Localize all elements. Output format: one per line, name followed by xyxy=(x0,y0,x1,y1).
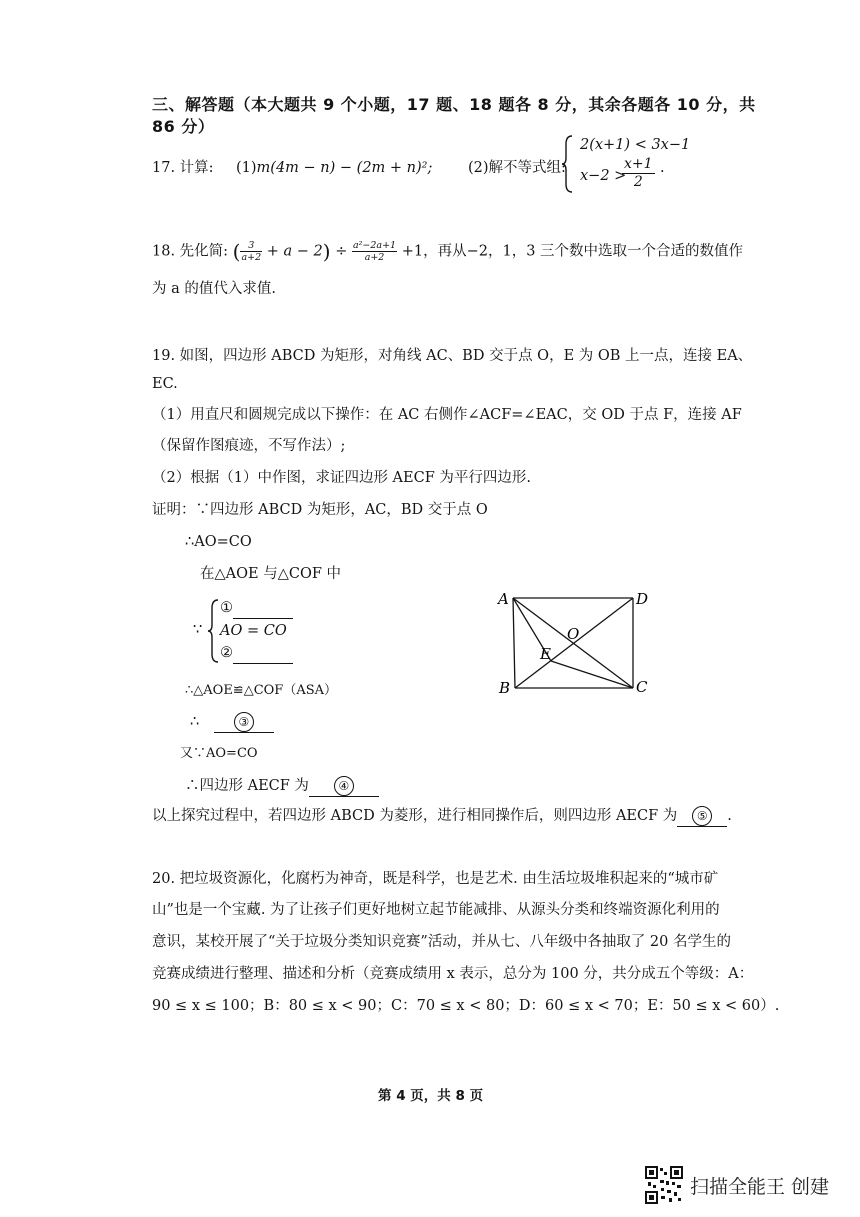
section-title-line1: 三、解答题（本大题共 9 个小题，17 题、18 题各 8 分，其余各题各 10 分，共 xyxy=(152,95,756,114)
q18-f2-den: a+2 xyxy=(364,252,385,263)
q17-inequality-2-fraction xyxy=(622,156,655,191)
q17-end: . xyxy=(660,160,665,176)
fig-edge-ab xyxy=(513,598,515,688)
q19-proof-6-line xyxy=(185,776,379,797)
q19-blank-3-line xyxy=(190,712,274,733)
q18-line1 xyxy=(152,240,743,263)
q18-f1-den: a+2 xyxy=(241,252,262,263)
q19-case-1-blank xyxy=(233,598,293,619)
q19-blank-3 xyxy=(214,712,274,733)
q19-proof-4: ∴△AOE≌△COF（ASA） xyxy=(185,683,338,698)
q19-final-line xyxy=(152,806,732,827)
q17-part2-label: (2)解不等式组: xyxy=(468,160,566,176)
q19-final-end: . xyxy=(727,808,732,824)
q19-figure xyxy=(496,586,662,698)
q19-line2: EC. xyxy=(152,376,178,392)
fig-label-e: E xyxy=(540,645,551,663)
q18-line2: 为 a 的值代入求值. xyxy=(152,281,276,297)
q19-marker-4: ④ xyxy=(334,776,354,796)
q20-line5: 90 ≤ x ≤ 100；B：80 ≤ x < 90；C：70 ≤ x < 80；D：60 ≤ x < 70；E：50 ≤ x < 60）. xyxy=(152,998,780,1014)
q17-part1 xyxy=(236,158,432,178)
q19-case-1 xyxy=(220,598,293,619)
q18-prefix: 18. 先化简: xyxy=(152,243,229,260)
q19-part1-line1: （1）用直尺和圆规完成以下操作：在 AC 右侧作∠ACF=∠EAC，交 OD 于点 F，连接 AF xyxy=(152,407,742,423)
q19-part1-line2: （保留作图痕迹，不写作法）; xyxy=(152,438,346,454)
q19-because: ∵ xyxy=(193,622,203,638)
qr-code-icon xyxy=(645,1166,683,1204)
fig-label-o: O xyxy=(567,625,580,643)
q19-part2: （2）根据（1）中作图，求证四边形 AECF 为平行四边形. xyxy=(152,470,531,486)
q19-line1: 19. 如图，四边形 ABCD 为矩形，对角线 AC、BD 交于点 O，E 为 OB 上一点，连接 EA、 xyxy=(152,348,753,364)
q19-proof-2: ∴AO=CO xyxy=(185,534,252,550)
q19-proof-1: 证明：∵四边形 ABCD 为矩形，AC，BD 交于点 O xyxy=(152,502,488,518)
q19-case-1-marker: ① xyxy=(220,600,233,616)
fig-label-b: B xyxy=(499,679,511,697)
q19-therefore: ∴ xyxy=(190,714,200,730)
q18-fraction-2 xyxy=(352,240,397,263)
q18-f1-num: 3 xyxy=(240,240,262,252)
q20-line4: 竞赛成绩进行整理、描述和分析（竞赛成绩用 x 表示，总分为 100 分，共分成五个等级：A： xyxy=(152,966,754,982)
q19-marker-3: ③ xyxy=(234,712,254,732)
q19-case-3-marker: ② xyxy=(220,645,233,661)
q18-paren-close: ) xyxy=(322,239,331,264)
q19-blank-4 xyxy=(309,776,379,797)
q17-frac-num: x+1 xyxy=(624,156,653,172)
q19-marker-5: ⑤ xyxy=(692,806,712,826)
page-footer: 第 4 页，共 8 页 xyxy=(378,1088,484,1104)
fig-label-d: D xyxy=(636,590,649,608)
q19-case-2: AO = CO xyxy=(220,623,287,639)
q17-frac-den: 2 xyxy=(633,174,643,190)
q20-line1: 20. 把垃圾资源化，化腐朽为神奇，既是科学，也是艺术. 由生活垃圾堆积起来的“城市矿 xyxy=(152,871,719,887)
q17-part1-expr: m(4m − n) − (2m + n)²; xyxy=(256,160,433,176)
q17-inequality-1: 2(x+1) < 3x−1 xyxy=(580,137,691,153)
q18-paren-open: ( xyxy=(232,239,241,264)
q17-number: 17. 计算: xyxy=(152,160,214,176)
q20-line3: 意识，某校开展了“关于垃圾分类知识竞赛”活动，并从七、八年级中各抽取了 20 名学生的 xyxy=(152,934,731,950)
q18-f2-num: a²−2a+1 xyxy=(352,240,397,251)
q18-fraction-1 xyxy=(240,240,262,263)
q17-part1-label: (1) xyxy=(236,160,257,176)
q17-brace-icon xyxy=(560,134,574,194)
q19-brace-icon xyxy=(206,598,220,664)
q19-final-text: 以上探究过程中，若四边形 ABCD 为菱形，进行相同操作后，则四边形 AECF 为 xyxy=(152,808,678,824)
q18-mid: + a − 2 xyxy=(266,243,323,260)
q20-line2: 山”也是一个宝藏. 为了让孩子们更好地树立起节能减排、从源头分类和终端资源化利用的 xyxy=(152,902,720,918)
section-title-line2: 86 分） xyxy=(152,117,215,136)
q19-proof-6: ∴四边形 AECF 为 xyxy=(185,778,309,794)
fig-label-a: A xyxy=(498,590,509,608)
q19-blank-5 xyxy=(677,806,727,827)
q18-div: ÷ xyxy=(335,243,348,260)
q19-proof-3: 在△AOE 与△COF 中 xyxy=(200,566,342,582)
q19-case-3 xyxy=(220,643,293,664)
watermark-text: 扫描全能王 创建 xyxy=(690,1176,830,1198)
fig-segment-ec xyxy=(551,661,633,688)
q17-inequality-2-left: x−2 > xyxy=(580,168,627,184)
q19-proof-5: 又∵AO=CO xyxy=(180,746,258,761)
fig-label-c: C xyxy=(636,678,648,696)
q18-suffix: +1，再从−2，1，3 三个数中选取一个合适的数值作 xyxy=(401,243,744,260)
q19-case-3-blank xyxy=(233,643,293,664)
